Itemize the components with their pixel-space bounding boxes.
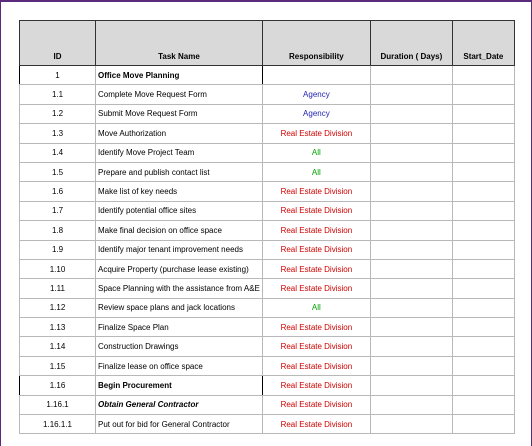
cell-responsibility[interactable]: Real Estate Division (262, 259, 370, 278)
cell-duration[interactable] (370, 85, 452, 104)
cell-task-name[interactable]: Identify potential office sites (96, 201, 263, 220)
table-row (20, 240, 515, 259)
table-row (20, 279, 515, 298)
cell-id[interactable]: 1.14 (20, 337, 96, 356)
cell-start-date[interactable] (452, 162, 514, 181)
cell-start-date[interactable] (452, 124, 514, 143)
table-row (20, 201, 515, 220)
header-duration[interactable]: Duration ( Days) (370, 21, 452, 66)
cell-task-name[interactable]: Review space plans and jack locations (96, 298, 263, 317)
cell-duration[interactable] (370, 162, 452, 181)
cell-task-name[interactable]: Construction Drawings (96, 337, 263, 356)
cell-id[interactable]: 1.10 (20, 259, 96, 278)
cell-id[interactable]: 1.1 (20, 85, 96, 104)
header-id[interactable]: ID (20, 21, 96, 66)
cell-duration[interactable] (370, 182, 452, 201)
cell-task-name[interactable]: Identify major tenant improvement needs (96, 240, 263, 259)
cell-start-date[interactable] (452, 415, 514, 434)
cell-start-date[interactable] (452, 201, 514, 220)
header-start-date[interactable]: Start_Date (452, 21, 514, 66)
cell-id[interactable]: 1.9 (20, 240, 96, 259)
cell-start-date[interactable] (452, 376, 514, 395)
cell-start-date[interactable] (452, 318, 514, 337)
cell-id[interactable]: 1.6 (20, 182, 96, 201)
table-row (20, 143, 515, 162)
cell-responsibility[interactable]: Real Estate Division (262, 201, 370, 220)
table-row (20, 415, 515, 434)
header-row (20, 21, 515, 66)
cell-responsibility[interactable]: Real Estate Division (262, 376, 370, 395)
table-row (20, 298, 515, 317)
cell-duration[interactable] (370, 104, 452, 123)
cell-responsibility[interactable]: Real Estate Division (262, 240, 370, 259)
table-row (20, 376, 515, 395)
cell-duration[interactable] (370, 259, 452, 278)
cell-responsibility[interactable]: Real Estate Division (262, 182, 370, 201)
cell-id[interactable]: 1.3 (20, 124, 96, 143)
cell-id[interactable]: 1.16.1 (20, 395, 96, 414)
cell-id[interactable]: 1.4 (20, 143, 96, 162)
cell-id[interactable]: 1.13 (20, 318, 96, 337)
cell-responsibility[interactable]: Real Estate Division (262, 395, 370, 414)
cell-id[interactable]: 1.8 (20, 221, 96, 240)
cell-duration[interactable] (370, 376, 452, 395)
cell-task-name[interactable]: Space Planning with the assistance from A&E (96, 279, 263, 298)
cell-task-name[interactable]: Complete Move Request Form (96, 85, 263, 104)
cell-task-name[interactable]: Finalize Space Plan (96, 318, 263, 337)
cell-responsibility[interactable]: Real Estate Division (262, 356, 370, 375)
cell-start-date[interactable] (452, 356, 514, 375)
cell-responsibility[interactable]: Real Estate Division (262, 279, 370, 298)
cell-task-name[interactable]: Identify Move Project Team (96, 143, 263, 162)
cell-start-date[interactable] (452, 85, 514, 104)
cell-id[interactable]: 1 (20, 66, 96, 85)
table-row (20, 318, 515, 337)
table-row (20, 337, 515, 356)
cell-responsibility[interactable]: Real Estate Division (262, 124, 370, 143)
cell-responsibility[interactable]: Real Estate Division (262, 221, 370, 240)
cell-start-date[interactable] (452, 143, 514, 162)
header-task-name[interactable]: Task Name (96, 21, 263, 66)
cell-id[interactable]: 1.12 (20, 298, 96, 317)
cell-task-name[interactable]: Obtain General Contractor (96, 395, 263, 414)
task-table (19, 20, 515, 434)
cell-duration[interactable] (370, 337, 452, 356)
cell-start-date[interactable] (452, 279, 514, 298)
cell-start-date[interactable] (452, 104, 514, 123)
cell-responsibility[interactable]: Agency (262, 104, 370, 123)
cell-start-date[interactable] (452, 395, 514, 414)
cell-task-name[interactable]: Make list of key needs (96, 182, 263, 201)
table-row (20, 395, 515, 414)
table-row (20, 221, 515, 240)
table-body (20, 66, 515, 434)
cell-duration[interactable] (370, 143, 452, 162)
cell-task-name[interactable]: Begin Procurement (96, 376, 263, 395)
cell-responsibility[interactable]: Agency (262, 85, 370, 104)
header-responsibility[interactable]: Responsibility (262, 21, 370, 66)
cell-task-name[interactable]: Make final decision on office space (96, 221, 263, 240)
cell-duration[interactable] (370, 415, 452, 434)
table-row (20, 356, 515, 375)
cell-responsibility[interactable] (262, 66, 370, 85)
cell-responsibility[interactable]: Real Estate Division (262, 415, 370, 434)
cell-duration[interactable] (370, 395, 452, 414)
cell-id[interactable]: 1.16.1.1 (20, 415, 96, 434)
table-row (20, 85, 515, 104)
table-row (20, 66, 515, 85)
cell-task-name[interactable]: Office Move Planning (96, 66, 263, 85)
table-row (20, 259, 515, 278)
cell-task-name[interactable]: Acquire Property (purchase lease existing) (96, 259, 263, 278)
cell-id[interactable]: 1.2 (20, 104, 96, 123)
cell-task-name[interactable]: Put out for bid for General Contractor (96, 415, 263, 434)
cell-task-name[interactable]: Submit Move Request Form (96, 104, 263, 123)
cell-duration[interactable] (370, 356, 452, 375)
table-row (20, 124, 515, 143)
cell-duration[interactable] (370, 240, 452, 259)
cell-responsibility[interactable]: Real Estate Division (262, 337, 370, 356)
cell-task-name[interactable]: Finalize lease on office space (96, 356, 263, 375)
table-row (20, 104, 515, 123)
cell-start-date[interactable] (452, 240, 514, 259)
cell-start-date[interactable] (452, 259, 514, 278)
table-row (20, 162, 515, 181)
cell-duration[interactable] (370, 298, 452, 317)
cell-responsibility[interactable]: All (262, 162, 370, 181)
cell-id[interactable]: 1.11 (20, 279, 96, 298)
cell-responsibility[interactable]: All (262, 143, 370, 162)
cell-responsibility[interactable]: All (262, 298, 370, 317)
cell-id[interactable]: 1.15 (20, 356, 96, 375)
cell-id[interactable]: 1.16 (20, 376, 96, 395)
cell-duration[interactable] (370, 66, 452, 85)
table-row (20, 182, 515, 201)
cell-duration[interactable] (370, 201, 452, 220)
cell-duration[interactable] (370, 279, 452, 298)
cell-task-name[interactable]: Move Authorization (96, 124, 263, 143)
cell-start-date[interactable] (452, 66, 514, 85)
cell-responsibility[interactable]: Real Estate Division (262, 318, 370, 337)
cell-duration[interactable] (370, 124, 452, 143)
cell-start-date[interactable] (452, 337, 514, 356)
cell-duration[interactable] (370, 318, 452, 337)
cell-start-date[interactable] (452, 298, 514, 317)
cell-duration[interactable] (370, 221, 452, 240)
cell-start-date[interactable] (452, 182, 514, 201)
cell-task-name[interactable]: Prepare and publish contact list (96, 162, 263, 181)
cell-id[interactable]: 1.5 (20, 162, 96, 181)
cell-start-date[interactable] (452, 221, 514, 240)
cell-id[interactable]: 1.7 (20, 201, 96, 220)
